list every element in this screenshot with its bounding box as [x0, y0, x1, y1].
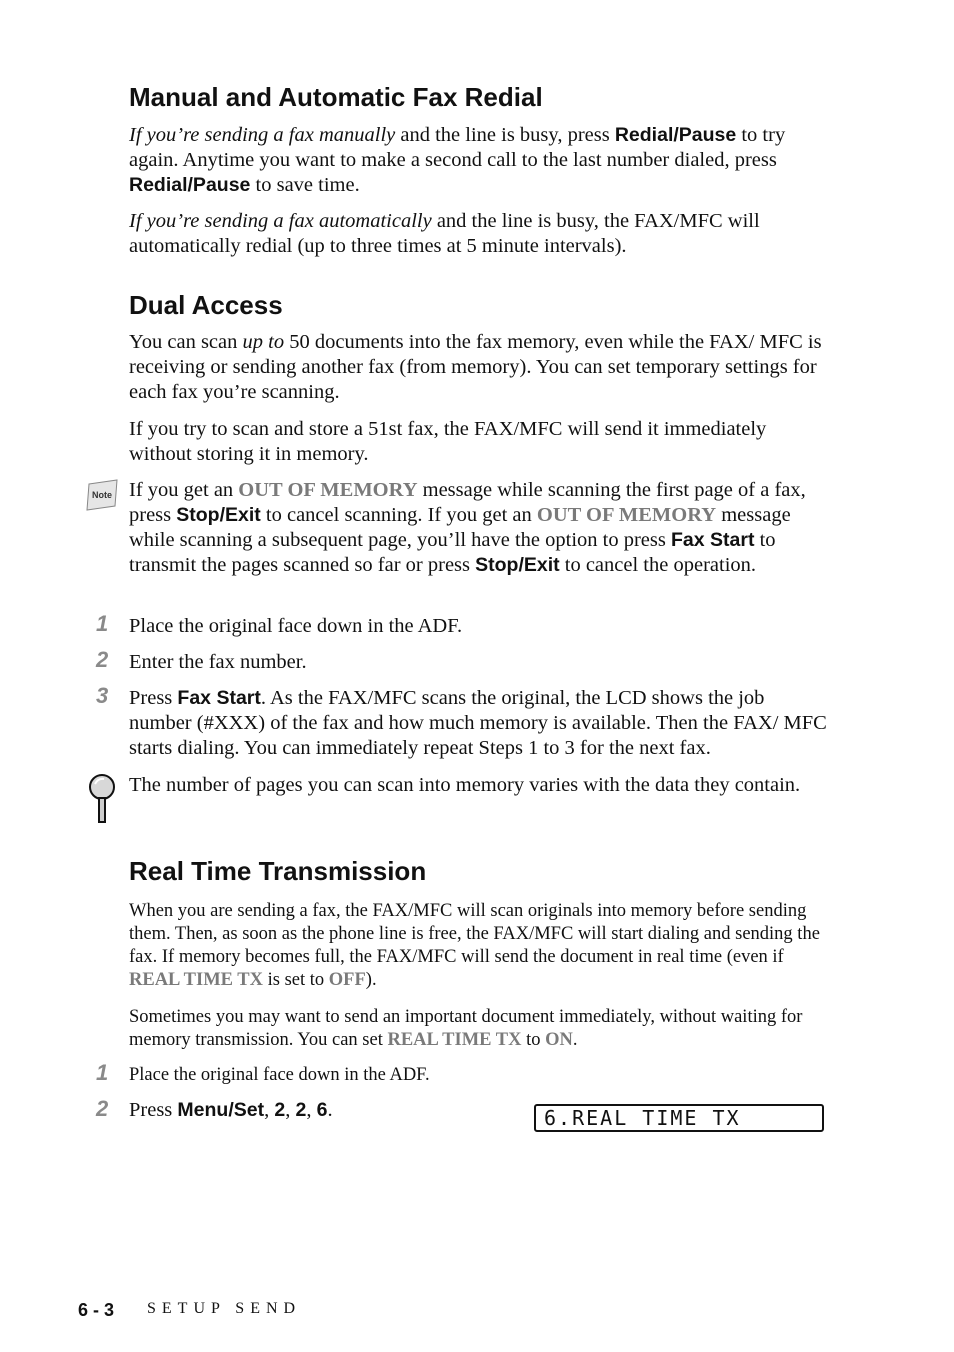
- dual-access-step-2: Enter the fax number.: [129, 651, 307, 673]
- key-6: 6: [316, 1099, 328, 1121]
- italic-text: If you’re sending a fax automatically: [129, 210, 432, 232]
- key-stop-exit: Stop/Exit: [475, 554, 560, 576]
- dual-access-paragraph-2: If you try to scan and store a 51st fax, the FAX/MFC will send it immediately without storing it in memory.: [129, 418, 767, 465]
- text: ,: [306, 1099, 317, 1121]
- lcd-setting-real-time-tx: REAL TIME TX: [129, 970, 263, 990]
- step-number: 1: [96, 1060, 109, 1085]
- fax-redial-manual-paragraph: [129, 123, 829, 198]
- text: is set to: [263, 970, 329, 990]
- text: You can scan: [129, 331, 243, 353]
- chapter-title: SETUP SEND: [147, 1300, 302, 1317]
- text: ,: [285, 1099, 296, 1121]
- text: .: [327, 1099, 333, 1121]
- lcd-value-on: ON: [545, 1030, 573, 1050]
- key-2: 2: [295, 1099, 307, 1121]
- text: and the line is busy, press: [395, 124, 615, 146]
- real-time-tx-paragraph-2: [129, 1006, 829, 1052]
- text: .: [572, 1030, 578, 1050]
- step-number: 3: [96, 683, 109, 708]
- text: to transmit the pages scanned so far or press: [129, 529, 776, 576]
- dual-access-paragraph-1: [129, 330, 829, 405]
- text: to save time.: [250, 174, 360, 196]
- key-menu-set: Menu/Set: [177, 1099, 265, 1121]
- real-time-tx-paragraph-1: [129, 900, 829, 992]
- key-fax-start: Fax Start: [177, 687, 261, 709]
- text: to cancel scanning. If you get an: [260, 504, 537, 526]
- text: to: [521, 1030, 546, 1050]
- note-icon-label: Note: [92, 490, 112, 500]
- step-number: 1: [96, 611, 109, 636]
- step-number: 2: [96, 1096, 109, 1121]
- memory-pages-tip: The number of pages you can scan into memory varies with the data they contain.: [129, 774, 801, 796]
- text: If you get an: [129, 479, 239, 501]
- text: message while scanning a subsequent page, you’ll have the option to press: [129, 504, 791, 551]
- section-heading-fax-redial: Manual and Automatic Fax Redial: [129, 82, 543, 112]
- key-redial-pause: Redial/Pause: [129, 174, 251, 196]
- dual-access-step-1: Place the original face down in the ADF.: [129, 615, 463, 637]
- text: ,: [264, 1099, 275, 1121]
- text: to cancel the operation.: [559, 554, 757, 576]
- lightbulb-tip-icon: [88, 774, 118, 824]
- step-number: 2: [96, 647, 109, 672]
- real-time-tx-step-1: Place the original face down in the ADF.: [129, 1065, 430, 1085]
- lcd-message-out-of-memory: OUT OF MEMORY: [536, 504, 717, 526]
- text: Sometimes you may want to send an important document immediately, without waiting for memory transmission. You can set: [129, 1007, 803, 1050]
- text: Press: [129, 687, 178, 709]
- text: When you are sending a fax, the FAX/MFC will scan originals into memory before sending them. Then, as soon as the phone line is free, the FAX/MFC will start dialing and sending the fax. If memory becomes full, the FAX/MFC will send the document in real time (even if: [129, 901, 820, 967]
- text: and the line is busy, the FAX/MFC will automatically redial (up to three times at 5 minute intervals).: [129, 210, 760, 257]
- text: Press: [129, 1099, 178, 1121]
- out-of-memory-note: [129, 478, 829, 578]
- lcd-display-box: 6.REAL TIME TX: [534, 1104, 824, 1132]
- section-heading-real-time-transmission: Real Time Transmission: [129, 856, 427, 886]
- note-icon: [85, 478, 119, 512]
- text: ).: [365, 970, 377, 990]
- key-fax-start: Fax Start: [671, 529, 755, 551]
- key-2: 2: [274, 1099, 286, 1121]
- real-time-tx-step-2: [129, 1098, 509, 1123]
- key-redial-pause: Redial/Pause: [614, 124, 737, 146]
- dual-access-step-3: [129, 686, 829, 761]
- section-heading-dual-access: Dual Access: [129, 290, 283, 320]
- text: . As the FAX/MFC scans the original, the LCD shows the job number (#XXX) of the fax and how much memory is available. Then the FAX/ MFC starts dialing. You can immediately repeat Steps 1 to 3 for the next fax.: [129, 687, 827, 759]
- lcd-message-out-of-memory: OUT OF MEMORY: [238, 479, 418, 501]
- page-number: 6 - 3: [78, 1300, 115, 1320]
- italic-text: If you’re sending a fax manually: [129, 124, 396, 146]
- text: message while scanning the first page of a fax, press: [129, 479, 806, 526]
- italic-text: up to: [242, 331, 285, 353]
- text: 50 documents into the fax memory, even while the FAX/ MFC is receiving or sending another fax (from memory). You can set temporary settings for each fax you’re scanning.: [129, 331, 822, 403]
- text: to try again. Anytime you want to make a second call to the last number dialed, press: [129, 124, 786, 171]
- lcd-setting-real-time-tx: REAL TIME TX: [387, 1030, 522, 1050]
- key-stop-exit: Stop/Exit: [176, 504, 261, 526]
- fax-redial-auto-paragraph: [129, 209, 829, 259]
- lcd-value-off: OFF: [328, 970, 366, 990]
